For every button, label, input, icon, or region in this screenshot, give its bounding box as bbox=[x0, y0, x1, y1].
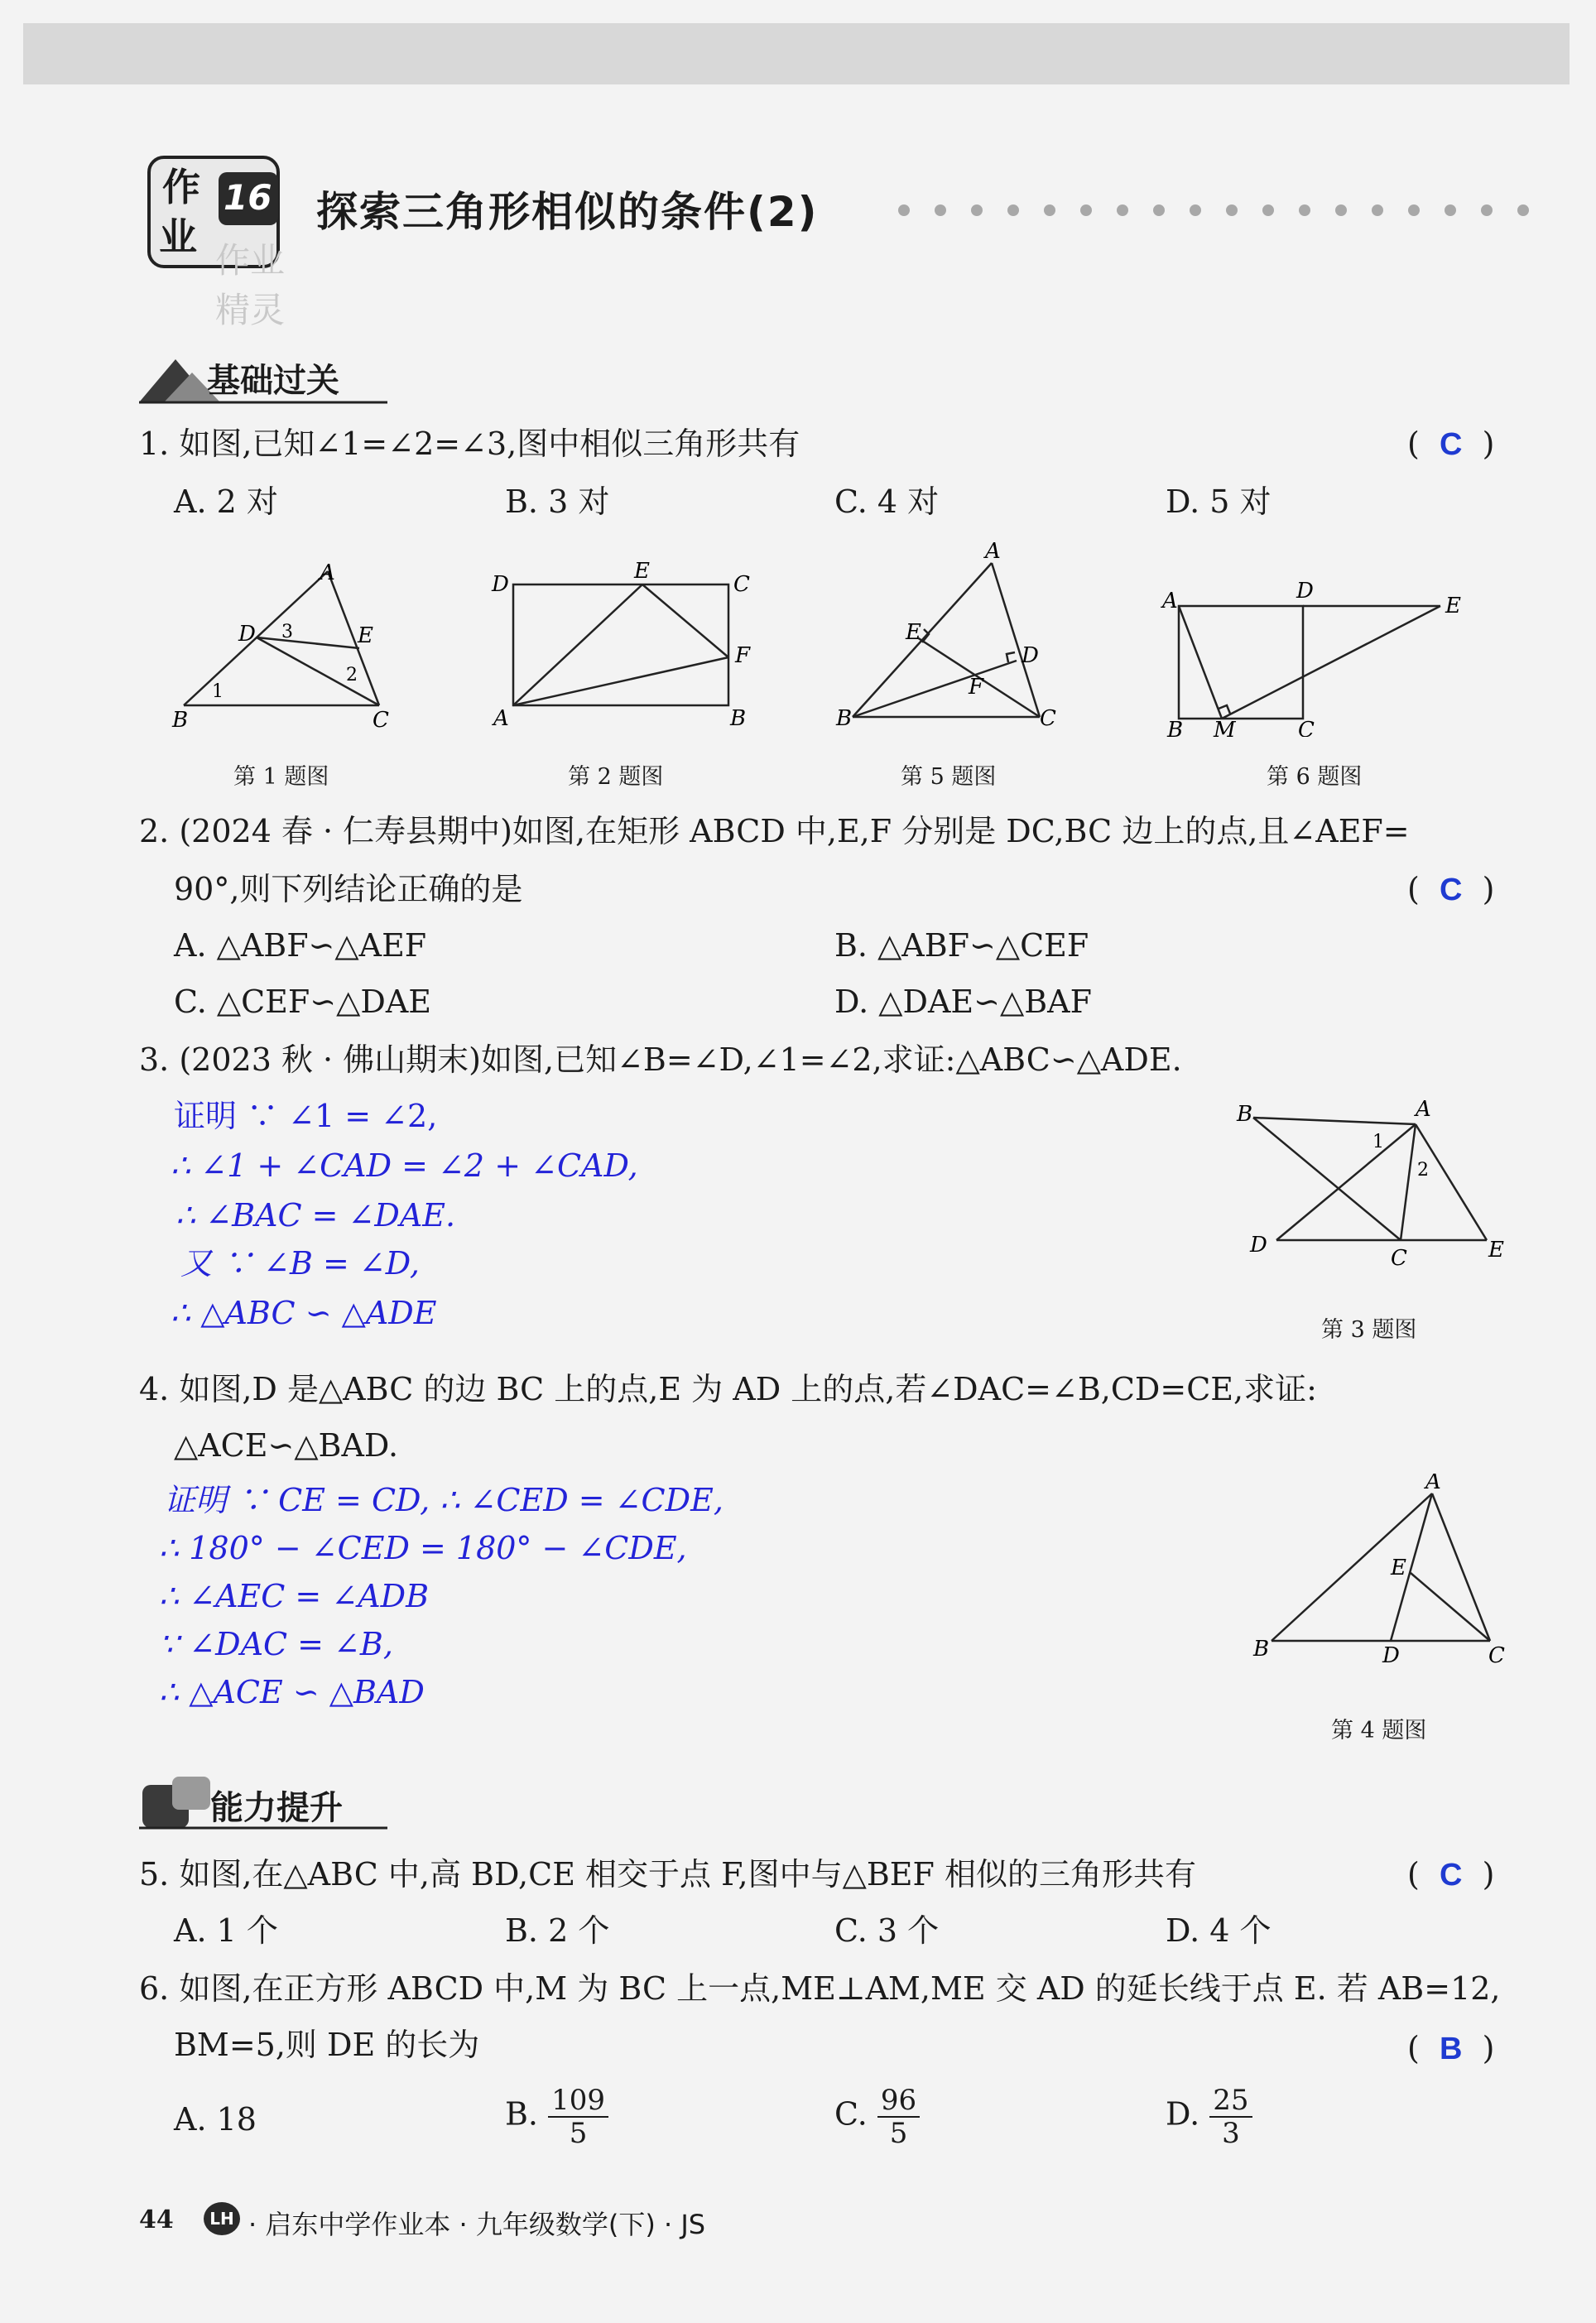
figure-5-caption: 第 5 题图 bbox=[901, 764, 997, 790]
figure-3 bbox=[1225, 1093, 1523, 1275]
q1-option-d: D. 5 对 bbox=[1166, 483, 1272, 520]
question-2-answer: ( C ) bbox=[1407, 871, 1495, 907]
fig3-label-e: E bbox=[1488, 1238, 1504, 1262]
badge-top-char: 作 bbox=[162, 165, 200, 209]
q6-option-d-fraction: $\frac{25}{3}$ bbox=[1209, 2085, 1252, 2149]
fig6-label-b: B bbox=[1167, 718, 1184, 737]
figure-4-caption: 第 4 题图 bbox=[1331, 1718, 1427, 1743]
fig3-label-a: A bbox=[1416, 1097, 1431, 1122]
fig5-label-e: E bbox=[906, 620, 921, 645]
answer-letter: C bbox=[1439, 427, 1463, 462]
figure-1-caption: 第 1 题图 bbox=[233, 764, 329, 790]
q3-proof-line-3: ∴ ∠BAC = ∠DAE. bbox=[175, 1197, 456, 1234]
fig6-label-c: C bbox=[1298, 718, 1315, 737]
q5-option-d: D. 4 个 bbox=[1166, 1912, 1272, 1949]
fig3-label-c: C bbox=[1391, 1246, 1407, 1271]
fig6-label-m: M bbox=[1214, 718, 1236, 737]
fig2-label-f: F bbox=[735, 643, 751, 668]
q6-option-c bbox=[834, 2085, 920, 2149]
question-6-answer: ( B ) bbox=[1407, 2030, 1495, 2066]
question-4-line-2: △ACE∽△BAD. bbox=[174, 1427, 399, 1464]
fig6-label-a: A bbox=[1162, 589, 1178, 613]
homework-badge bbox=[146, 151, 286, 330]
fig4-label-a: A bbox=[1425, 1474, 1441, 1494]
answer-letter: C bbox=[1439, 1858, 1463, 1893]
fig5-label-f: F bbox=[969, 675, 984, 700]
q1-option-c: C. 4 对 bbox=[834, 483, 940, 520]
fig2-label-d: D bbox=[492, 572, 509, 597]
page-number: 44 bbox=[139, 2205, 174, 2234]
fig1-label-c: C bbox=[373, 708, 389, 733]
q3-proof-line-4: 又 ∵ ∠B = ∠D, bbox=[180, 1245, 420, 1282]
q1-option-a: A. 2 对 bbox=[174, 483, 278, 520]
q4-proof-line-4: ∵ ∠DAC = ∠B, bbox=[159, 1626, 393, 1662]
badge-number: 16 bbox=[224, 177, 272, 218]
fig4-label-d: D bbox=[1382, 1643, 1400, 1668]
q6-option-c-label: C. bbox=[834, 2095, 868, 2133]
section-basic-title: 基础过关 bbox=[207, 362, 339, 400]
q6-option-d bbox=[1166, 2085, 1252, 2149]
q5-option-c: C. 3 个 bbox=[834, 1912, 940, 1949]
fig5-label-d: D bbox=[1022, 643, 1039, 668]
fig1-label-2: 2 bbox=[346, 665, 358, 685]
fig5-label-b: B bbox=[836, 706, 853, 731]
question-1-text: 1. 如图,已知∠1=∠2=∠3,图中相似三角形共有 bbox=[139, 426, 800, 462]
title-dots-decoration bbox=[898, 204, 1577, 220]
page-title: 探索三角形相似的条件(2) bbox=[316, 188, 819, 236]
publisher-logo bbox=[204, 2202, 240, 2235]
q3-proof-line-2: ∴ ∠1 + ∠CAD = ∠2 + ∠CAD, bbox=[171, 1147, 638, 1184]
figure-3-caption: 第 3 题图 bbox=[1321, 1317, 1417, 1343]
q6-option-a: A. 18 bbox=[174, 2101, 257, 2138]
question-4-line-1: 4. 如图,D 是△ABC 的边 BC 上的点,E 为 AD 上的点,若∠DAC=∠B,CD=CE,求证: bbox=[139, 1371, 1317, 1407]
badge-bottom-char: 业 bbox=[159, 214, 197, 259]
publisher-logo-text: LH bbox=[209, 2209, 234, 2229]
fig4-label-e: E bbox=[1391, 1556, 1406, 1580]
fig3-label-d: D bbox=[1250, 1233, 1267, 1258]
fig6-label-e: E bbox=[1445, 594, 1461, 618]
q5-option-a: A. 1 个 bbox=[174, 1912, 278, 1949]
fig2-label-a: A bbox=[493, 706, 509, 731]
figure-2 bbox=[488, 555, 753, 737]
figure-5 bbox=[828, 538, 1076, 737]
answer-letter: C bbox=[1439, 873, 1463, 907]
q2-option-c: C. △CEF∽△DAE bbox=[174, 984, 431, 1020]
figure-2-caption: 第 2 题图 bbox=[568, 764, 664, 790]
fig4-label-b: B bbox=[1253, 1637, 1270, 1662]
fig1-label-e: E bbox=[358, 623, 373, 648]
fig1-label-b: B bbox=[172, 708, 189, 733]
top-scan-band bbox=[23, 23, 1570, 84]
q2-option-a: A. △ABF∽△AEF bbox=[174, 927, 427, 964]
q2-option-b: B. △ABF∽△CEF bbox=[834, 927, 1089, 964]
q6-option-b-label: B. bbox=[505, 2095, 539, 2133]
question-3-text: 3. (2023 秋 · 佛山期末)如图,已知∠B=∠D,∠1=∠2,求证:△ABC∽△ADE. bbox=[139, 1041, 1182, 1078]
q4-proof-line-5: ∴ △ACE ∽ △BAD bbox=[159, 1674, 425, 1710]
figure-4 bbox=[1242, 1474, 1523, 1672]
fig2-label-b: B bbox=[730, 706, 747, 731]
q6-option-b bbox=[505, 2085, 608, 2149]
q4-proof-line-2: ∴ 180° − ∠CED = 180° − ∠CDE, bbox=[159, 1530, 687, 1566]
figure-1 bbox=[166, 555, 414, 737]
question-6-line-2: BM=5,则 DE 的长为 bbox=[174, 2027, 480, 2063]
fig5-label-c: C bbox=[1040, 706, 1056, 731]
q4-proof-line-1: 证明 ∵ CE = CD, ∴ ∠CED = ∠CDE, bbox=[164, 1482, 723, 1518]
figure-6-caption: 第 6 题图 bbox=[1267, 764, 1363, 790]
fig1-label-a: A bbox=[320, 560, 335, 585]
footer-text: · 启东中学作业本 · 九年级数学(下) · JS bbox=[248, 2209, 706, 2240]
fig3-label-2: 2 bbox=[1417, 1160, 1429, 1181]
q4-proof-line-3: ∴ ∠AEC = ∠ADB bbox=[159, 1578, 430, 1614]
q3-proof-line-5: ∴ △ABC ∽ △ADE bbox=[171, 1295, 437, 1331]
section-advanced-title: 能力提升 bbox=[210, 1789, 343, 1827]
question-2-line-1: 2. (2024 春 · 仁寿县期中)如图,在矩形 ABCD 中,E,F 分别是 DC,BC 边上的点,且∠AEF= bbox=[139, 813, 1410, 849]
fig6-label-d: D bbox=[1296, 579, 1314, 604]
fig3-label-b: B bbox=[1237, 1102, 1253, 1127]
figure-6 bbox=[1151, 571, 1482, 737]
q1-option-b: B. 3 对 bbox=[505, 483, 610, 520]
q6-option-d-label: D. bbox=[1166, 2095, 1200, 2133]
fig5-label-a: A bbox=[985, 539, 1001, 564]
q6-option-c-fraction: $\frac{96}{5}$ bbox=[877, 2085, 920, 2149]
fig2-label-e: E bbox=[634, 559, 650, 584]
fig4-label-c: C bbox=[1488, 1643, 1505, 1668]
fig1-label-d: D bbox=[238, 622, 256, 647]
question-1-answer: ( C ) bbox=[1407, 426, 1495, 462]
fig1-label-3: 3 bbox=[281, 622, 293, 642]
answer-letter: B bbox=[1439, 2032, 1463, 2066]
q5-option-b: B. 2 个 bbox=[505, 1912, 610, 1949]
question-5-answer: ( C ) bbox=[1407, 1856, 1495, 1893]
question-6-line-1: 6. 如图,在正方形 ABCD 中,M 为 BC 上一点,ME⊥AM,ME 交 AD 的延长线于点 E. 若 AB=12, bbox=[139, 1970, 1501, 2007]
fig3-label-1: 1 bbox=[1372, 1132, 1384, 1152]
q3-proof-line-1: 证明 ∵ ∠1 = ∠2, bbox=[174, 1098, 438, 1134]
fig2-label-c: C bbox=[733, 572, 750, 597]
fig1-label-1: 1 bbox=[212, 681, 224, 702]
question-2-line-2: 90°,则下列结论正确的是 bbox=[174, 871, 523, 907]
watermark-text: 作业精灵 bbox=[215, 240, 286, 330]
q6-option-b-fraction: $\frac{109}{5}$ bbox=[548, 2085, 608, 2149]
question-5-text: 5. 如图,在△ABC 中,高 BD,CE 相交于点 F,图中与△BEF 相似的三角形共有 bbox=[139, 1856, 1196, 1893]
q2-option-d: D. △DAE∽△BAF bbox=[834, 984, 1092, 1020]
